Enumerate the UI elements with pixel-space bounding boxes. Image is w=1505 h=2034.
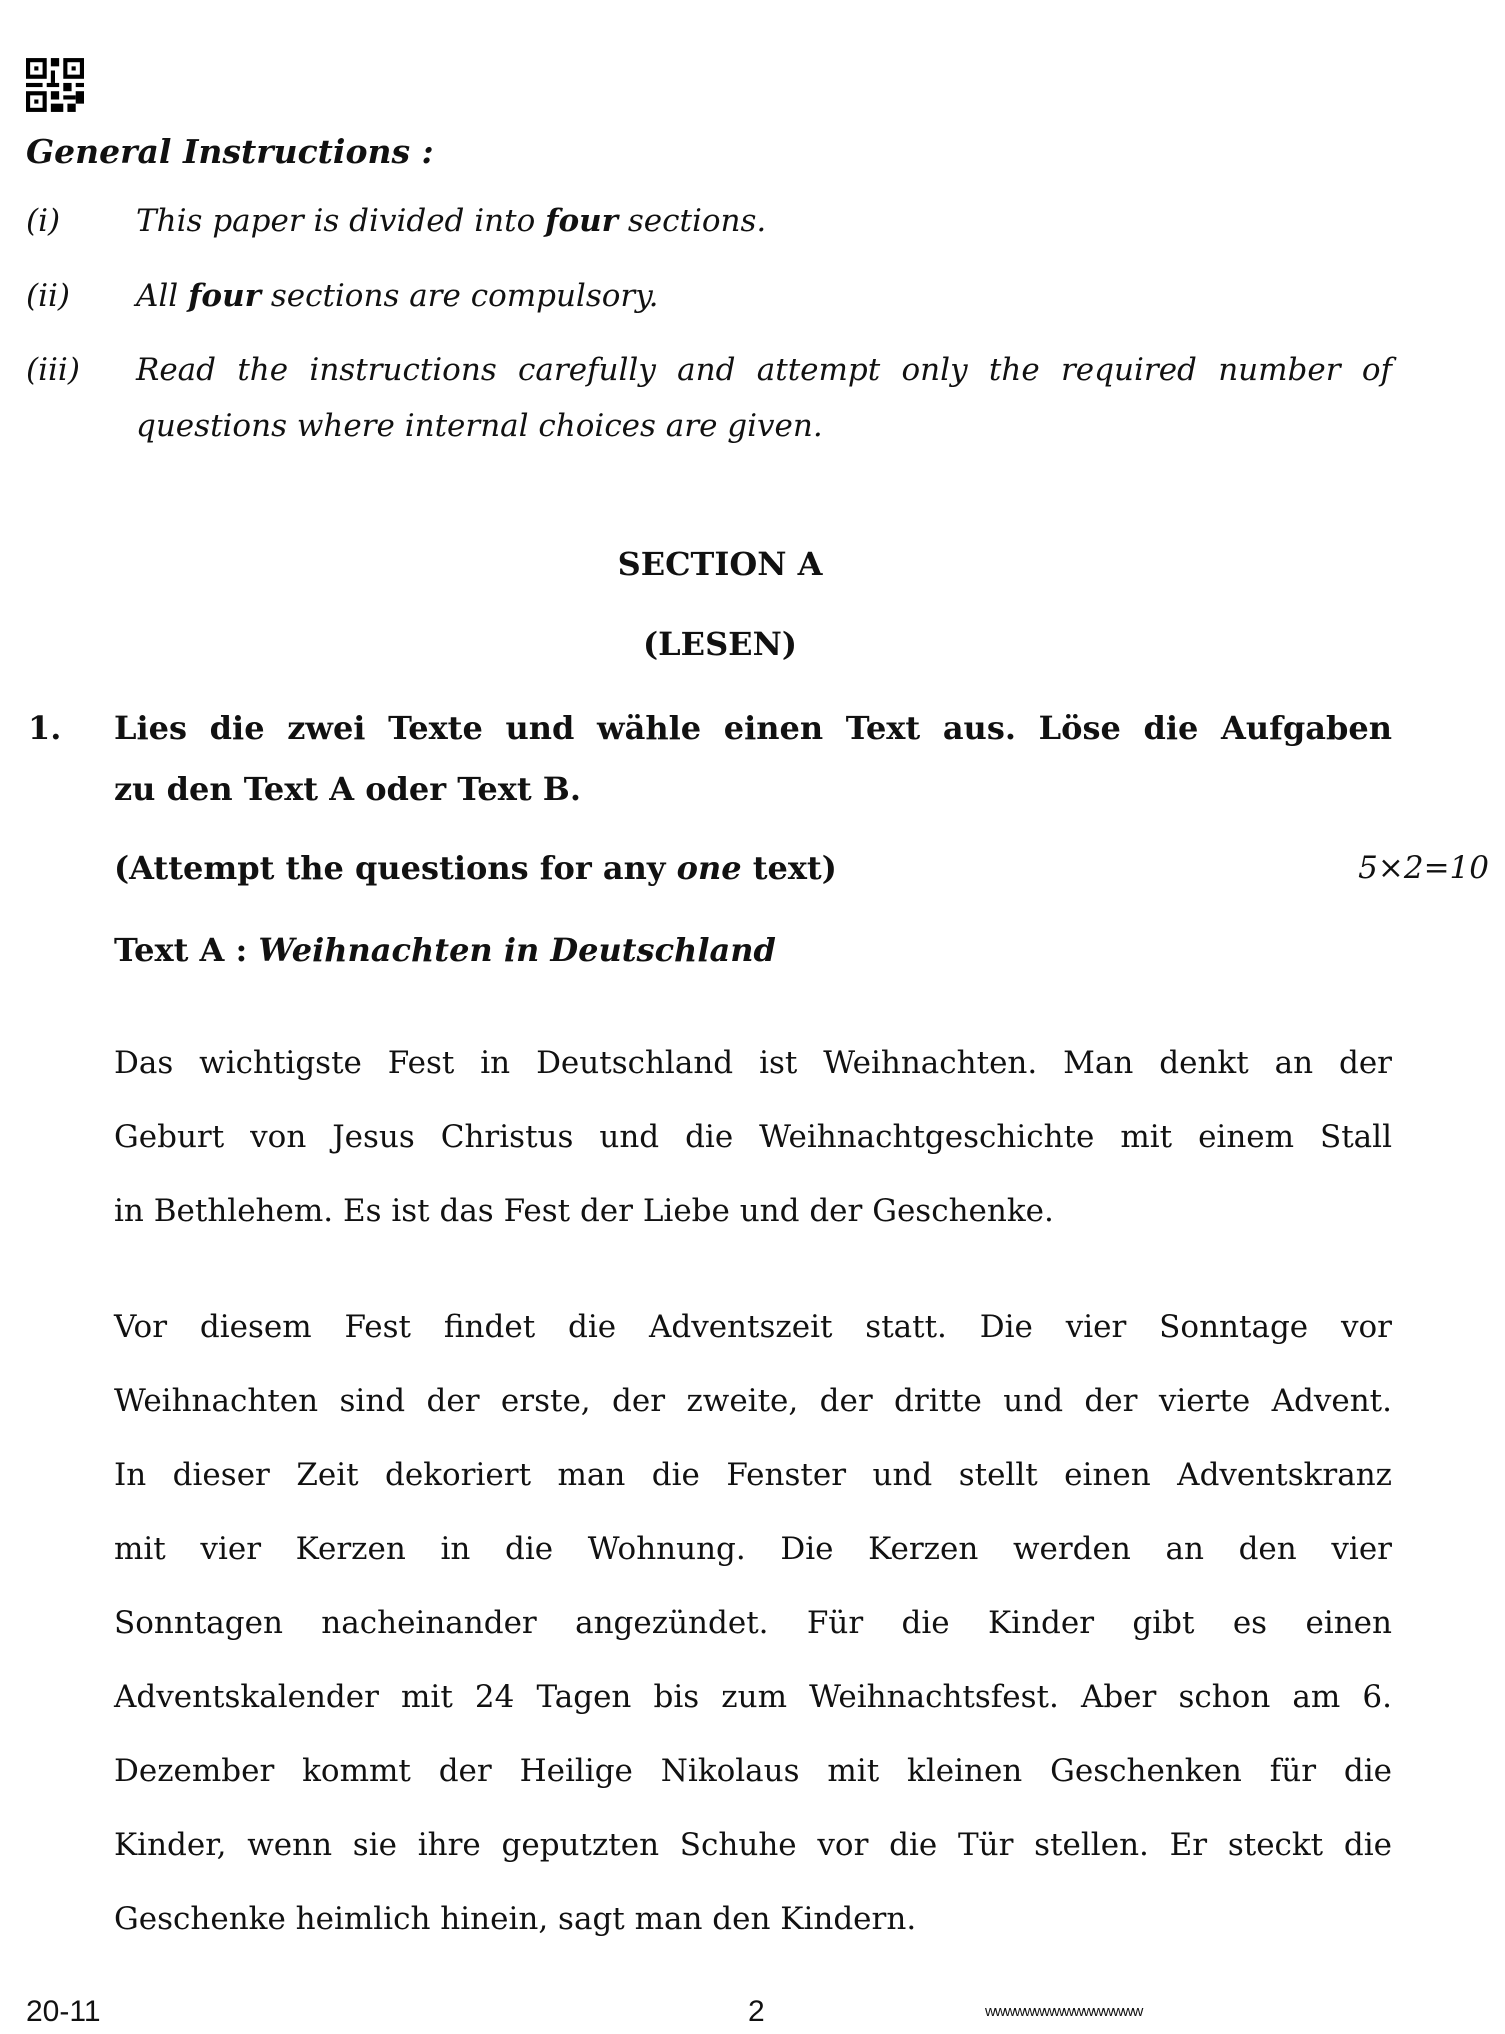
paragraph-line: Adventskalender mit 24 Tagen bis zum Weihnachtsfest. Aber schon am 6. (114, 1679, 1392, 1715)
attempt-note (114, 849, 837, 887)
qr-code-icon (26, 58, 84, 112)
instruction-emphasis: four (545, 203, 619, 239)
instruction-item-continued: questions where internal choices are given. (136, 408, 823, 444)
attempt-emphasis: one (676, 849, 742, 887)
instruction-emphasis: four (188, 278, 261, 314)
paragraph-line: Kinder, wenn sie ihre geputzten Schuhe vor die Tür stellen. Er steckt die (114, 1827, 1392, 1863)
paragraph-line: Geburt von Jesus Christus und die Weihnachtgeschichte mit einem Stall (114, 1119, 1392, 1155)
page-number: 2 (748, 1995, 765, 2028)
instruction-text: All (136, 278, 189, 314)
paragraph-line: Geschenke heimlich hinein, sagt man den Kindern. (114, 1901, 917, 1937)
text-label: Text A : (114, 931, 259, 969)
instruction-text: sections are compulsory. (260, 278, 659, 314)
paragraph-line: Sonntagen nacheinander angezündet. Für die Kinder gibt es einen (114, 1605, 1392, 1641)
instruction-text: This paper is divided into (136, 203, 546, 239)
section-subtitle: (LESEN) (643, 625, 797, 663)
paragraph-line: in Bethlehem. Es ist das Fest der Liebe und der Geschenke. (114, 1193, 1054, 1229)
text-title: Weihnachten in Deutschland (258, 931, 776, 969)
instruction-number: (iii) (26, 352, 80, 388)
paragraph-line: Dezember kommt der Heilige Nikolaus mit kleinen Geschenken für die (114, 1753, 1392, 1789)
question-prompt-continued: zu den Text A oder Text B. (114, 770, 581, 808)
text-heading (114, 931, 776, 969)
instruction-number: (i) (26, 203, 61, 239)
attempt-text: (Attempt the questions for any (114, 849, 677, 887)
paragraph-line: Vor diesem Fest findet die Adventszeit statt. Die vier Sonntage vor (114, 1309, 1392, 1345)
instruction-number: (ii) (26, 278, 71, 314)
attempt-text: text) (741, 849, 837, 887)
general-instructions-heading: General Instructions : (26, 132, 434, 171)
instruction-item (136, 278, 1396, 314)
instruction-item: Read the instructions carefully and attempt only the required number of (136, 352, 1392, 388)
question-prompt: Lies die zwei Texte und wähle einen Text aus. Löse die Aufgaben (114, 709, 1392, 747)
section-title: SECTION A (617, 545, 823, 583)
paragraph-line: mit vier Kerzen in die Wohnung. Die Kerzen werden an den vier (114, 1531, 1392, 1567)
paragraph-line: Weihnachten sind der erste, der zweite, der dritte und der vierte Advent. (114, 1383, 1392, 1419)
paper-code: 20-11 (26, 1995, 101, 2028)
instruction-text: sections. (618, 203, 767, 239)
footer-wave-mark: wwwwwwwwwwwwwwww (985, 2003, 1143, 2020)
paragraph-line: In dieser Zeit dekoriert man die Fenster und stellt einen Adventskranz (114, 1457, 1392, 1493)
instruction-item (136, 203, 1396, 239)
paragraph-line: Das wichtigste Fest in Deutschland ist Weihnachten. Man denkt an der (114, 1045, 1392, 1081)
marks: 5×2=10 (1358, 850, 1489, 886)
question-number: 1. (28, 709, 62, 747)
